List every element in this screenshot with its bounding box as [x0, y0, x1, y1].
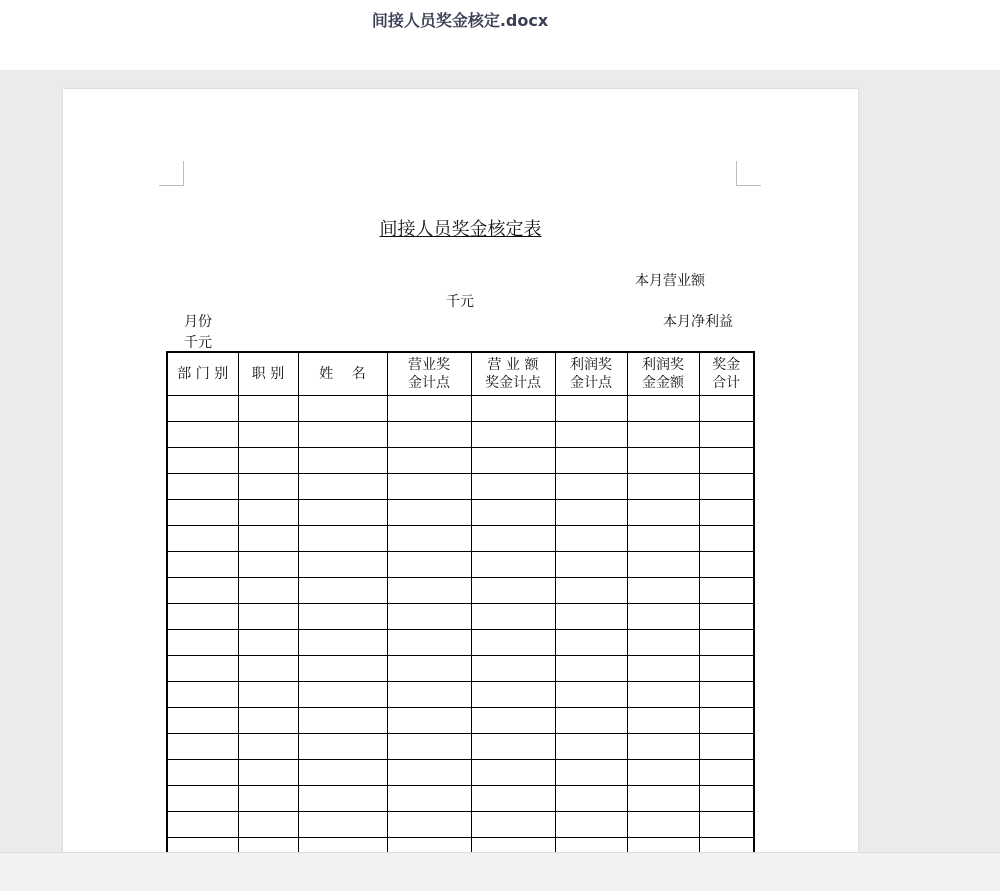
document-file-title: 间接人员奖金核定.docx	[371, 11, 549, 30]
table-cell	[471, 760, 555, 786]
table-row	[167, 630, 754, 656]
table-cell	[699, 708, 754, 734]
table-cell	[555, 604, 627, 630]
table-cell	[298, 500, 387, 526]
table-cell	[167, 708, 238, 734]
table-row	[167, 578, 754, 604]
table-cell	[167, 422, 238, 448]
table-cell	[298, 630, 387, 656]
table-cell	[471, 552, 555, 578]
header-department: 部 门 别	[167, 352, 238, 396]
table-cell	[387, 838, 471, 853]
table-cell	[555, 838, 627, 853]
table-cell	[238, 448, 298, 474]
table-cell	[238, 396, 298, 422]
table-cell	[387, 422, 471, 448]
crop-mark-right	[736, 161, 761, 186]
table-cell	[555, 500, 627, 526]
table-cell	[471, 578, 555, 604]
table-row	[167, 604, 754, 630]
table-cell	[555, 396, 627, 422]
table-cell	[238, 838, 298, 853]
document-title: 间接人员奖金核定表	[379, 219, 542, 240]
table-cell	[298, 526, 387, 552]
table-row	[167, 422, 754, 448]
table-cell	[699, 604, 754, 630]
table-cell	[555, 786, 627, 812]
table-cell	[387, 682, 471, 708]
table-cell	[471, 396, 555, 422]
table-cell	[298, 838, 387, 853]
table-cell	[699, 474, 754, 500]
table-cell	[471, 734, 555, 760]
header-name: 姓 名	[298, 352, 387, 396]
table-cell	[387, 526, 471, 552]
table-cell	[555, 630, 627, 656]
table-cell	[238, 578, 298, 604]
table-cell	[167, 812, 238, 838]
table-cell	[238, 630, 298, 656]
table-cell	[387, 604, 471, 630]
table-cell	[387, 448, 471, 474]
table-cell	[699, 578, 754, 604]
table-cell	[387, 708, 471, 734]
table-cell	[627, 812, 699, 838]
table-cell	[699, 396, 754, 422]
table-cell	[298, 760, 387, 786]
table-cell	[471, 656, 555, 682]
table-cell	[555, 422, 627, 448]
table-cell	[238, 526, 298, 552]
table-cell	[471, 630, 555, 656]
table-cell	[471, 604, 555, 630]
table-cell	[387, 500, 471, 526]
table-row	[167, 448, 754, 474]
table-cell	[555, 578, 627, 604]
table-cell	[167, 474, 238, 500]
table-cell	[699, 838, 754, 853]
table-cell	[555, 448, 627, 474]
table-cell	[627, 552, 699, 578]
table-cell	[387, 578, 471, 604]
table-cell	[627, 656, 699, 682]
table-cell	[167, 734, 238, 760]
table-cell	[298, 422, 387, 448]
table-row	[167, 474, 754, 500]
table-cell	[471, 838, 555, 853]
profit-unit: 千元	[184, 335, 212, 351]
table-cell	[238, 682, 298, 708]
table-cell	[627, 474, 699, 500]
table-cell	[699, 734, 754, 760]
table-cell	[298, 812, 387, 838]
table-cell	[627, 630, 699, 656]
table-cell	[627, 604, 699, 630]
table-cell	[298, 708, 387, 734]
table-cell	[298, 578, 387, 604]
table-row	[167, 682, 754, 708]
table-row	[167, 500, 754, 526]
table-cell	[699, 500, 754, 526]
table-cell	[387, 656, 471, 682]
table-cell	[298, 682, 387, 708]
table-cell	[298, 786, 387, 812]
table-cell	[298, 396, 387, 422]
table-cell	[699, 630, 754, 656]
table-cell	[238, 812, 298, 838]
table-cell	[699, 526, 754, 552]
month-label: 月份	[184, 314, 212, 330]
table-cell	[298, 656, 387, 682]
table-row	[167, 786, 754, 812]
table-cell	[298, 604, 387, 630]
table-cell	[471, 786, 555, 812]
table-cell	[555, 812, 627, 838]
table-cell	[167, 604, 238, 630]
table-cell	[699, 760, 754, 786]
table-cell	[471, 422, 555, 448]
table-cell	[167, 630, 238, 656]
table-cell	[471, 812, 555, 838]
table-cell	[298, 448, 387, 474]
revenue-label: 本月营业额	[635, 273, 705, 289]
table-cell	[627, 448, 699, 474]
table-cell	[471, 448, 555, 474]
table-cell	[167, 760, 238, 786]
table-cell	[627, 786, 699, 812]
table-cell	[627, 682, 699, 708]
header-bonus-total: 奖金 合计	[699, 352, 754, 396]
bonus-table	[166, 351, 755, 852]
table-cell	[555, 474, 627, 500]
table-cell	[699, 552, 754, 578]
profit-label: 本月净利益	[663, 314, 733, 330]
header-sales-bonus-points: 营业奖 金计点	[387, 352, 471, 396]
table-cell	[627, 422, 699, 448]
table-cell	[699, 682, 754, 708]
table-cell	[627, 396, 699, 422]
table-cell	[238, 760, 298, 786]
table-cell	[167, 448, 238, 474]
table-cell	[238, 474, 298, 500]
document-page	[63, 89, 858, 852]
table-cell	[627, 760, 699, 786]
title-bar	[0, 0, 1000, 70]
document-viewer[interactable]	[0, 70, 1000, 852]
table-cell	[555, 708, 627, 734]
table-row	[167, 812, 754, 838]
table-cell	[471, 682, 555, 708]
table-cell	[298, 552, 387, 578]
table-cell	[555, 526, 627, 552]
table-cell	[627, 838, 699, 853]
header-position: 职 别	[238, 352, 298, 396]
table-cell	[387, 760, 471, 786]
table-cell	[471, 474, 555, 500]
table-cell	[238, 604, 298, 630]
table-header-row	[167, 352, 754, 396]
table-cell	[387, 734, 471, 760]
status-bar	[0, 852, 1000, 891]
table-cell	[167, 578, 238, 604]
table-row	[167, 838, 754, 853]
table-cell	[627, 526, 699, 552]
table-cell	[471, 708, 555, 734]
table-cell	[555, 552, 627, 578]
table-cell	[627, 578, 699, 604]
table-row	[167, 760, 754, 786]
table-body	[167, 396, 754, 853]
table-row	[167, 734, 754, 760]
table-cell	[167, 682, 238, 708]
table-cell	[699, 786, 754, 812]
table-cell	[238, 708, 298, 734]
table-cell	[555, 734, 627, 760]
table-cell	[167, 500, 238, 526]
table-cell	[387, 786, 471, 812]
header-profit-bonus-amount: 利润奖 金金额	[627, 352, 699, 396]
table-cell	[699, 812, 754, 838]
table-cell	[167, 396, 238, 422]
table-cell	[387, 630, 471, 656]
header-profit-bonus-points: 利润奖 金计点	[555, 352, 627, 396]
table-cell	[238, 734, 298, 760]
table-cell	[387, 812, 471, 838]
table-cell	[167, 656, 238, 682]
table-cell	[699, 656, 754, 682]
table-cell	[238, 656, 298, 682]
table-cell	[471, 500, 555, 526]
table-cell	[167, 838, 238, 853]
table-cell	[555, 760, 627, 786]
table-cell	[387, 396, 471, 422]
table-cell	[699, 448, 754, 474]
revenue-unit: 千元	[446, 294, 474, 310]
table-row	[167, 656, 754, 682]
table-row	[167, 552, 754, 578]
table-cell	[167, 552, 238, 578]
table-cell	[238, 500, 298, 526]
table-cell	[627, 500, 699, 526]
table-cell	[167, 786, 238, 812]
table-row	[167, 526, 754, 552]
table-cell	[471, 526, 555, 552]
table-cell	[238, 422, 298, 448]
table-cell	[387, 552, 471, 578]
table-cell	[555, 656, 627, 682]
table-cell	[238, 552, 298, 578]
table-cell	[298, 474, 387, 500]
table-cell	[627, 734, 699, 760]
table-cell	[167, 526, 238, 552]
table-cell	[555, 682, 627, 708]
header-revenue-bonus-points: 营 业 额 奖金计点	[471, 352, 555, 396]
table-cell	[298, 734, 387, 760]
table-row	[167, 708, 754, 734]
table-row	[167, 396, 754, 422]
table-cell	[387, 474, 471, 500]
crop-mark-left	[159, 161, 184, 186]
table-cell	[238, 786, 298, 812]
table-cell	[699, 422, 754, 448]
table-cell	[627, 708, 699, 734]
